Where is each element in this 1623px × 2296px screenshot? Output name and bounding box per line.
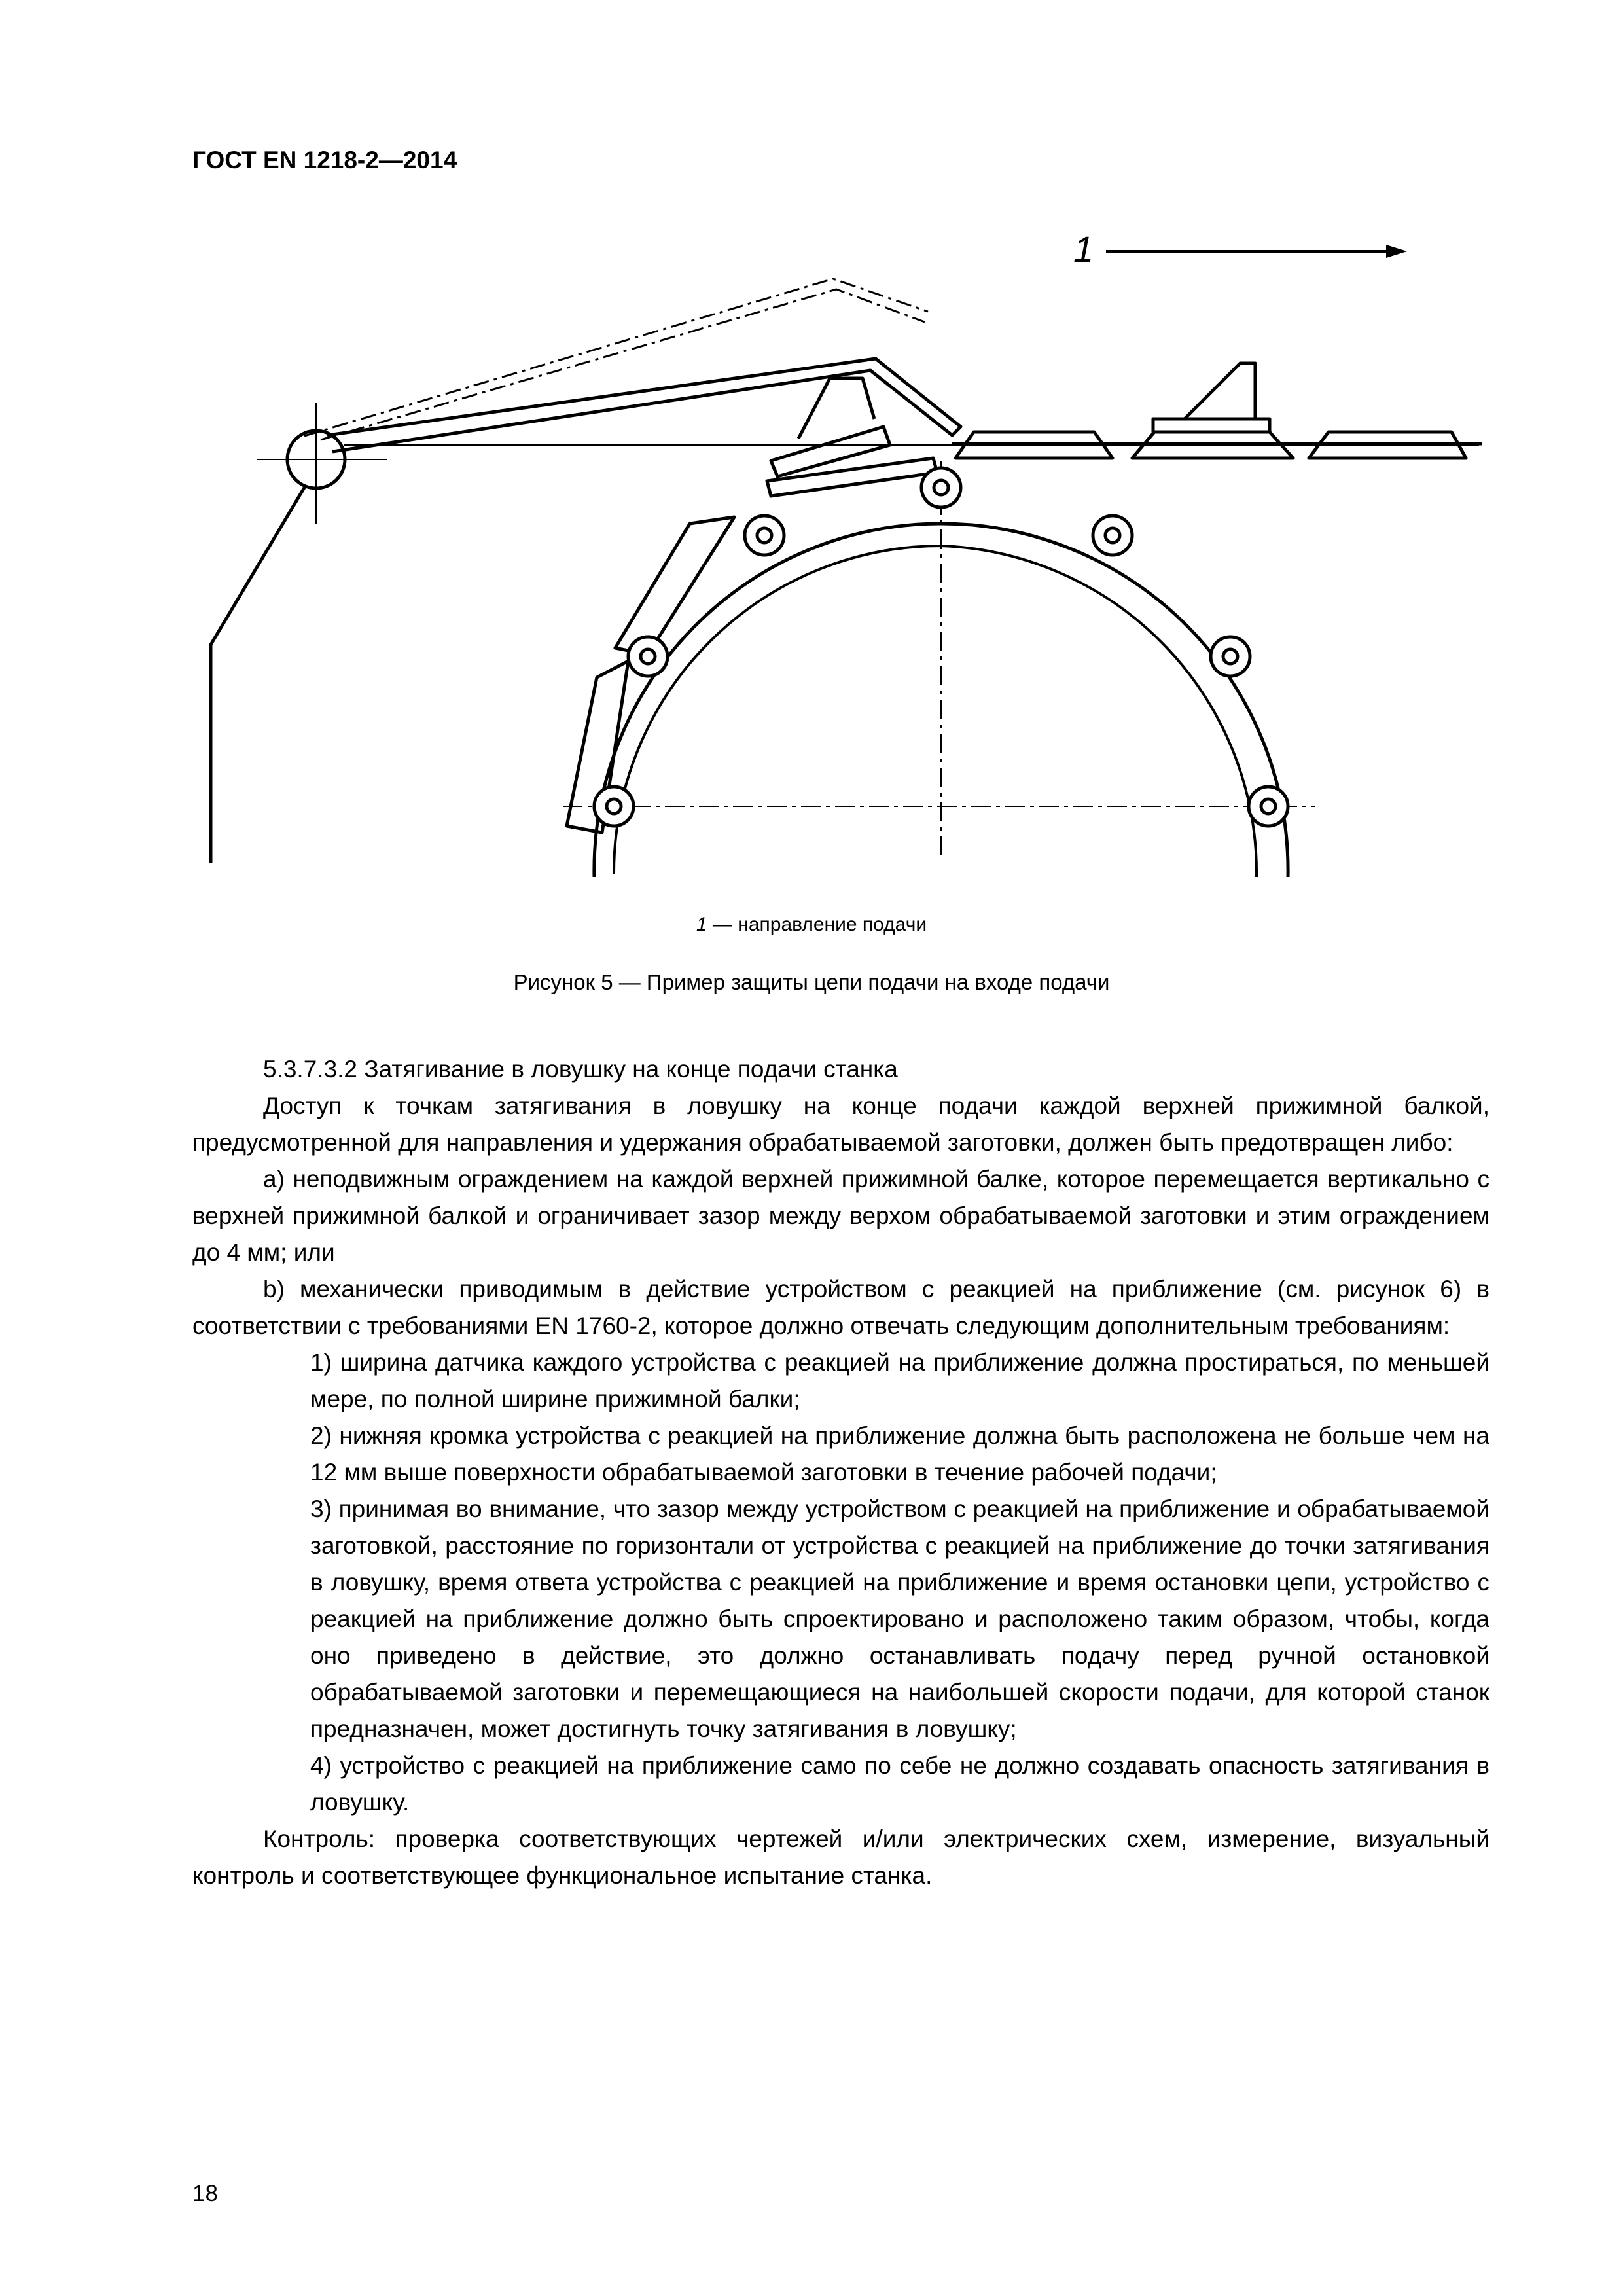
page-number: 18 (192, 2181, 218, 2206)
list-item: 1) ширина датчика каждого устройства с реакцией на приближение должна простираться, по меньшей мере, по полной ширине прижимной балки; (310, 1349, 1489, 1412)
chain-roller (921, 468, 961, 507)
chain-roller (1093, 516, 1132, 555)
chain-roller (594, 787, 633, 826)
body-text (192, 1051, 1489, 1894)
chain-roller (1249, 787, 1288, 826)
chain-roller (628, 637, 668, 676)
document-code-header: ГОСТ EN 1218-2—2014 (192, 147, 457, 173)
chain-roller (745, 516, 784, 555)
section-heading: 5.3.7.3.2 Затягивание в ловушку на конце подачи станка (263, 1056, 898, 1083)
direction-arrowhead (1386, 245, 1407, 258)
figure-caption: Рисунок 5 — Пример защиты цепи подачи на входе подачи (513, 970, 1110, 994)
hold-down-lug (1153, 419, 1270, 432)
list-item: 4) устройство с реакцией на приближение само по себе не должно создавать опасность затягивания в ловушку. (310, 1752, 1489, 1816)
guard-hood (798, 378, 874, 439)
guard-raised-dashed (304, 279, 928, 440)
guard-lowered (327, 359, 961, 452)
paragraph-control: Контроль: проверка соответствующих чертежей и/или электрических схем, измерение, визуальный контроль и соответствующее функциональное испытание станка. (192, 1825, 1489, 1889)
feed-chain-guard-drawing (196, 223, 1499, 903)
paragraph-option-a: a) неподвижным ограждением на каждой верхней прижимной балке, которое перемещается вертикально с верхней прижимной балкой и ограничивает зазор между верхом обрабатываемой заготовки и этим ограждением до 4 мм; или (192, 1166, 1489, 1266)
paragraph-option-b: b) механически приводимым в действие устройством с реакцией на приближение (см. рисунок 6) в соответствии с требованиями EN 1760-2, которое должно отвечать следующим дополнительным требованиям: (192, 1276, 1489, 1339)
direction-label-number: 1 (1073, 228, 1094, 270)
guard-plate (771, 427, 890, 476)
chain-guard-plate-1 (767, 458, 937, 496)
hold-down-spike (1185, 363, 1255, 419)
list-item: 2) нижняя кромка устройства с реакцией на приближение должна быть расположена не больше чем на 12 мм выше поверхности обрабатываемой заготовки в течение рабочей подачи; (310, 1422, 1489, 1486)
chain-arc-inner (614, 546, 1257, 877)
legend-number: 1 (696, 914, 707, 935)
paragraph-intro: Доступ к точкам затягивания в ловушку на конце подачи каждой верхней прижимной балкой, предусмотренной для направления и удержания обрабатываемой заготовки, должен быть предотвращен либо: (192, 1092, 1489, 1156)
list-item: 3) принимая во внимание, что зазор между устройством с реакцией на приближение и обрабатываемой заготовкой, расстояние по горизонтали от устройства с реакцией на приближение до точки затягивания в ловушку, время ответа устройства с реакцией на приближение и время остановки цепи, устройство с реакцией на приближение должно быть спроектировано и расположено таким образом, чтобы, когда оно приведено в действие, это должно останавливать подачу перед ручной остановкой обрабатываемой заготовки и перемещающиеся на наибольшей скорости подачи, для которой станок предназначен, может достигнуть точку затягивания в ловушку; (310, 1496, 1489, 1742)
legend-text: — направление подачи (712, 914, 927, 935)
figure-legend (0, 914, 1623, 936)
machine-frame (211, 488, 304, 863)
chain-roller (1211, 637, 1250, 676)
